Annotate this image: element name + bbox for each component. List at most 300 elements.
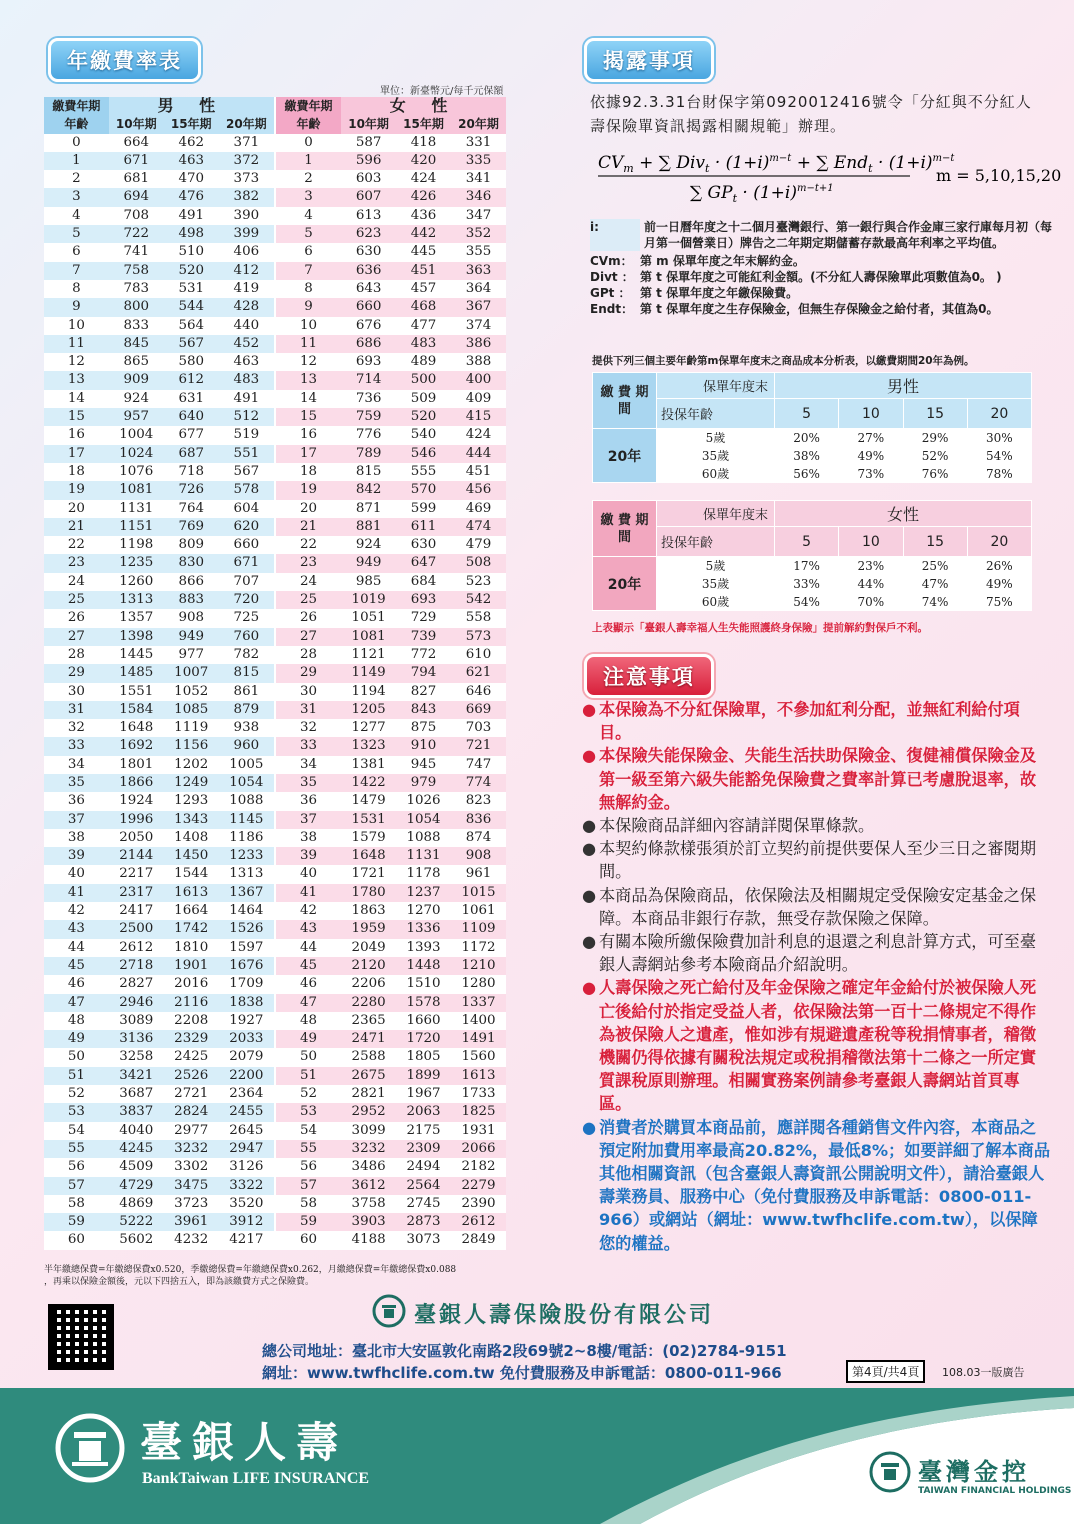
year-header: 10: [839, 527, 903, 557]
age-cell: 54: [275, 1122, 341, 1140]
rate-cell: 2721: [164, 1085, 219, 1103]
rate-cell: 1491: [451, 1030, 506, 1048]
age-cell: 5歲: [657, 429, 775, 447]
rate-cell: 567: [219, 463, 275, 481]
age-cell: 0: [275, 134, 341, 152]
notices-list: [582, 698, 1052, 1255]
table-row: [44, 902, 506, 920]
rate-cell: 2745: [396, 1195, 451, 1213]
rate-cell: 462: [164, 134, 219, 152]
rate-cell: 708: [109, 207, 164, 225]
rate-cell: 603: [341, 170, 396, 188]
rate-cell: 881: [341, 518, 396, 536]
age-cell: 7: [275, 262, 341, 280]
rate-footnote-line-2: ，再乘以保險金額後，元以下四捨五入，即為該繳費方式之保險費。: [44, 1277, 315, 1287]
notice-item: [582, 837, 1052, 883]
age-cell: 35: [44, 774, 109, 792]
rate-cell: 874: [451, 829, 506, 847]
rate-cell: 2849: [451, 1231, 506, 1249]
rate-cell: 823: [451, 792, 506, 810]
table-row: [44, 317, 506, 335]
table-row: [44, 994, 506, 1012]
table-row: [44, 737, 506, 755]
table-row: [44, 518, 506, 536]
table-row: [44, 1103, 506, 1121]
table-row: [44, 756, 506, 774]
age-cell: 12: [44, 353, 109, 371]
rate-cell: 1024: [109, 445, 164, 463]
age-cell: 20: [44, 500, 109, 518]
rate-cell: 1131: [109, 500, 164, 518]
rate-cell: 1579: [341, 829, 396, 847]
rate-cell: 623: [341, 225, 396, 243]
rate-cell: 747: [451, 756, 506, 774]
rate-cell: 544: [164, 298, 219, 316]
rate-cell: 660: [219, 536, 275, 554]
rate-cell: 977: [164, 646, 219, 664]
rate-cell: 3837: [109, 1103, 164, 1121]
rate-cell: 985: [341, 573, 396, 591]
definition-key: Endt：: [590, 302, 634, 316]
table-row: [44, 609, 506, 627]
rate-cell: 671: [219, 554, 275, 572]
rate-cell: 406: [219, 243, 275, 261]
age-cell: 31: [44, 701, 109, 719]
rate-cell: 611: [396, 518, 451, 536]
rate-cell: 4232: [164, 1231, 219, 1249]
age-cell: 21: [275, 518, 341, 536]
definition-gpt: [590, 285, 1060, 301]
rate-cell: 1660: [396, 1012, 451, 1030]
age-cell: 57: [44, 1177, 109, 1195]
age-cell: 58: [275, 1195, 341, 1213]
table-row: [44, 500, 506, 518]
rate-cell: 1121: [341, 646, 396, 664]
age-cell: 49: [44, 1030, 109, 1048]
rate-cell: 477: [396, 317, 451, 335]
rate-cell: 1801: [109, 756, 164, 774]
age-cell: 6: [275, 243, 341, 261]
table-row: [44, 1140, 506, 1158]
rate-cell: 2500: [109, 920, 164, 938]
rate-cell: 1249: [164, 774, 219, 792]
rate-cell: 531: [164, 280, 219, 298]
notice-item: [582, 976, 1052, 1115]
rate-cell: 1293: [164, 792, 219, 810]
rate-cell: 909: [109, 371, 164, 389]
table-row: [44, 554, 506, 572]
rate-cell: 1445: [109, 646, 164, 664]
company-contact: [262, 1340, 787, 1384]
age-cell: 2: [44, 170, 109, 188]
rate-cell: 483: [219, 371, 275, 389]
age-cell: 10: [44, 317, 109, 335]
bullet-icon: ●: [582, 839, 597, 859]
rate-cell: 1448: [396, 957, 451, 975]
age-cell: 5歲: [657, 557, 775, 575]
table-row: [44, 188, 506, 206]
age-cell: 12: [275, 353, 341, 371]
rate-cell: 1186: [219, 829, 275, 847]
table-row: [44, 920, 506, 938]
year-header: 15: [903, 399, 967, 429]
rate-cell: 636: [341, 262, 396, 280]
rate-cell: 782: [219, 646, 275, 664]
rate-cell: 1805: [396, 1048, 451, 1066]
rate-cell: 612: [164, 371, 219, 389]
rate-cell: 573: [451, 628, 506, 646]
rate-cell: 476: [164, 188, 219, 206]
age-cell: 56: [275, 1158, 341, 1176]
rate-cell: 1015: [451, 884, 506, 902]
definition-text: 前一日曆年度之十二個月臺灣銀行、第一銀行與合作金庫三家行庫每月初（每月第一個營業日）牌告之二年期定期儲蓄存款最高年利率之平均值。: [644, 220, 1053, 250]
age-cell: 27: [44, 628, 109, 646]
ratio-cell: 49%: [967, 575, 1031, 593]
rate-cell: 374: [451, 317, 506, 335]
rate-cell: 3486: [341, 1158, 396, 1176]
rate-cell: 1866: [109, 774, 164, 792]
period-value: 20年: [593, 429, 657, 483]
ratio-cell: 27%: [839, 429, 903, 447]
rate-cell: 2824: [164, 1103, 219, 1121]
ratio-cell: 30%: [967, 429, 1031, 447]
age-cell: 2: [275, 170, 341, 188]
year-header: 10: [839, 399, 903, 429]
age-cell: 45: [44, 957, 109, 975]
age-cell: 38: [275, 829, 341, 847]
qr-code[interactable]: [48, 1304, 114, 1370]
rate-cell: 4509: [109, 1158, 164, 1176]
rate-cell: 424: [396, 170, 451, 188]
age-cell: 1: [275, 152, 341, 170]
rate-cell: 714: [341, 371, 396, 389]
rate-cell: 1676: [219, 957, 275, 975]
rate-cell: 759: [341, 408, 396, 426]
rate-cell: 1408: [164, 829, 219, 847]
rate-cell: 1692: [109, 737, 164, 755]
table-row: [44, 865, 506, 883]
rate-cell: 2425: [164, 1048, 219, 1066]
cost-footer: 上表顯示「臺銀人壽幸福人生失能照護終身保險」提前解約對保戶不利。: [592, 622, 928, 634]
rate-cell: 758: [109, 262, 164, 280]
table-row: [44, 719, 506, 737]
bullet-icon: ●: [582, 700, 597, 719]
rate-cell: 1931: [451, 1122, 506, 1140]
table-row: [44, 298, 506, 316]
table-row: [44, 170, 506, 188]
rate-cell: 1233: [219, 847, 275, 865]
ratio-cell: 44%: [839, 575, 903, 593]
table-row: [44, 829, 506, 847]
table-row: [44, 1085, 506, 1103]
rate-cell: 1260: [109, 573, 164, 591]
rate-cell: 949: [164, 628, 219, 646]
age-cell: 19: [44, 481, 109, 499]
rate-unit: 單位：新臺幣元/每千元保額: [380, 86, 504, 97]
rate-cell: 764: [164, 500, 219, 518]
rate-cell: 910: [396, 737, 451, 755]
table-row: [44, 774, 506, 792]
rate-cell: 693: [341, 353, 396, 371]
rate-cell: 1551: [109, 683, 164, 701]
age-cell: 30: [44, 683, 109, 701]
rate-cell: 1081: [109, 481, 164, 499]
age-cell: 48: [275, 1012, 341, 1030]
age-cell: 43: [275, 920, 341, 938]
age-cell: 50: [44, 1048, 109, 1066]
table-row: [44, 426, 506, 444]
rate-cell: 2208: [164, 1012, 219, 1030]
insured-age-label: 投保年齡: [657, 527, 775, 557]
edition-label: 108.03一版廣告: [942, 1366, 1025, 1379]
rate-cell: 2612: [451, 1213, 506, 1231]
rate-cell: 457: [396, 280, 451, 298]
rate-cell: 865: [109, 353, 164, 371]
definition-divt: [590, 269, 1060, 285]
rate-cell: 508: [451, 554, 506, 572]
age-cell: 19: [275, 481, 341, 499]
rate-cell: 630: [396, 536, 451, 554]
rate-cell: 580: [164, 353, 219, 371]
rate-cell: 760: [219, 628, 275, 646]
rate-cell: 2116: [164, 994, 219, 1012]
rate-cell: 1081: [341, 628, 396, 646]
formula-graphic: [598, 148, 1062, 208]
age-cell: 9: [44, 298, 109, 316]
rate-cell: 774: [451, 774, 506, 792]
svg-text:∑ GPt · (1+i)m−t+1: ∑ $GP_t \cdot (1+i)^{m-t+1}$: [690, 183, 834, 205]
holding-name-cn: 臺灣金控: [918, 1457, 1030, 1486]
notice-text: 本商品為保險商品，依保險法及相關規定受保險安定基金之保障。本商品非銀行存款，無受存款保險之保障。: [599, 885, 1037, 928]
rate-cell: 772: [396, 646, 451, 664]
rate-cell: 341: [451, 170, 506, 188]
rate-cell: 483: [396, 335, 451, 353]
table-row: [44, 1177, 506, 1195]
rate-cell: 1194: [341, 683, 396, 701]
age-cell: 33: [275, 737, 341, 755]
age-cell: 42: [275, 902, 341, 920]
bullet-icon: ●: [582, 746, 597, 766]
rate-cell: 676: [341, 317, 396, 335]
rate-cell: 3089: [109, 1012, 164, 1030]
rate-cell: 4729: [109, 1177, 164, 1195]
rate-cell: 1052: [164, 683, 219, 701]
table-row: [44, 536, 506, 554]
rate-cell: 1336: [396, 920, 451, 938]
age-cell: 35歲: [657, 447, 775, 465]
rate-cell: 726: [164, 481, 219, 499]
rate-cell: 1088: [396, 829, 451, 847]
age-cell: 41: [275, 884, 341, 902]
rate-cell: 2200: [219, 1067, 275, 1085]
rate-cell: 1780: [341, 884, 396, 902]
rate-cell: 630: [341, 243, 396, 261]
ratio-cell: 76%: [903, 465, 967, 483]
ratio-cell: 56%: [775, 465, 839, 483]
rate-cell: 621: [451, 664, 506, 682]
rate-cell: 364: [451, 280, 506, 298]
bullet-icon: ●: [582, 816, 597, 836]
table-row: [44, 1012, 506, 1030]
ratio-cell: 74%: [903, 593, 967, 611]
ratio-cell: 54%: [775, 593, 839, 611]
pay-period-label: 繳 費 期 間: [593, 501, 657, 557]
rate-cell: 718: [164, 463, 219, 481]
rate-cell: 739: [396, 628, 451, 646]
rate-cell: 800: [109, 298, 164, 316]
age-cell: 4: [275, 207, 341, 225]
ratio-cell: 73%: [839, 465, 903, 483]
year-header: 5: [775, 527, 839, 557]
definition-key: Divt ：: [590, 270, 634, 284]
age-cell: 37: [275, 811, 341, 829]
rate-cell: 2033: [219, 1030, 275, 1048]
rate-cell: 1613: [164, 884, 219, 902]
rate-table-body: [44, 134, 506, 1250]
definition-endt: [590, 301, 1060, 317]
rate-cell: 1479: [341, 792, 396, 810]
rate-cell: 1648: [341, 847, 396, 865]
table-row: [44, 225, 506, 243]
age-cell: 27: [275, 628, 341, 646]
disclosure-title: 揭露事項: [584, 38, 714, 82]
rate-cell: 491: [219, 390, 275, 408]
rate-cell: 2417: [109, 902, 164, 920]
rate-cell: 613: [341, 207, 396, 225]
rate-cell: 957: [109, 408, 164, 426]
rate-cell: 707: [219, 573, 275, 591]
rate-table: [44, 97, 506, 1250]
age-cell: 3: [275, 188, 341, 206]
rate-cell: 4245: [109, 1140, 164, 1158]
rate-cell: 671: [109, 152, 164, 170]
rate-cell: 1422: [341, 774, 396, 792]
age-cell: 51: [44, 1067, 109, 1085]
rate-cell: 2946: [109, 994, 164, 1012]
rate-cell: 463: [219, 353, 275, 371]
table-row: [44, 1231, 506, 1249]
notice-text: 人壽保險之死亡給付及年金保險之確定年金給付於被保險人死亡後給付於指定受益人者，依保險法第一百十二條規定不得作為被保險人之遺產，惟如涉有規避遺產稅等稅捐情事者，稽徵機關仍得依據有關稅法規定或稅捐稽徵法第十二條之一所定實質課稅原則辦理。相關實務案例請參考臺銀人壽網站首頁專區。: [599, 978, 1037, 1114]
rate-cell: 2645: [219, 1122, 275, 1140]
age-cell: 25: [44, 591, 109, 609]
rate-cell: 2471: [341, 1030, 396, 1048]
rate-cell: 776: [341, 426, 396, 444]
brand-name-en: BankTaiwan LIFE INSURANCE: [142, 1470, 370, 1487]
age-cell: 34: [44, 756, 109, 774]
rate-cell: 769: [164, 518, 219, 536]
rate-cell: 428: [219, 298, 275, 316]
age-cell: 40: [44, 865, 109, 883]
rate-cell: 415: [451, 408, 506, 426]
age-cell: 26: [275, 609, 341, 627]
age-cell: 11: [44, 335, 109, 353]
age-cell: 49: [275, 1030, 341, 1048]
age-cell: 58: [44, 1195, 109, 1213]
rate-cell: 1054: [219, 774, 275, 792]
notice-text: 有關本險所繳保險費加計利息的退還之利息計算方式，可至臺銀人壽網站參考本險商品介紹說明。: [599, 932, 1037, 975]
rate-cell: 382: [219, 188, 275, 206]
rate-cell: 1584: [109, 701, 164, 719]
table-row: [44, 262, 506, 280]
rate-cell: 720: [219, 591, 275, 609]
rate-cell: 2280: [341, 994, 396, 1012]
age-cell: 26: [44, 609, 109, 627]
rate-cell: 555: [396, 463, 451, 481]
rate-cell: 2588: [341, 1048, 396, 1066]
rate-cell: 1313: [109, 591, 164, 609]
rate-cell: 567: [164, 335, 219, 353]
rate-cell: 4217: [219, 1231, 275, 1249]
age-cell: 29: [44, 664, 109, 682]
rate-cell: 400: [451, 371, 506, 389]
age-cell: 47: [44, 994, 109, 1012]
address-line: 總公司地址：臺北市大安區敦化南路2段69號2~8樓/電話：(02)2784-9151: [262, 1342, 787, 1360]
age-cell: 37: [44, 811, 109, 829]
age-cell: 30: [275, 683, 341, 701]
table-row: [44, 335, 506, 353]
table-row: [44, 463, 506, 481]
age-cell: 22: [275, 536, 341, 554]
rate-cell: 2365: [341, 1012, 396, 1030]
rate-cell: 3322: [219, 1177, 275, 1195]
age-cell: 60: [275, 1231, 341, 1249]
table-row: [44, 811, 506, 829]
rate-cell: 1280: [451, 975, 506, 993]
table-row: [44, 939, 506, 957]
rate-cell: 2947: [219, 1140, 275, 1158]
rate-cell: 2217: [109, 865, 164, 883]
table-row: [44, 1158, 506, 1176]
rate-cell: 1051: [341, 609, 396, 627]
rate-cell: 703: [451, 719, 506, 737]
rate-cell: 879: [219, 701, 275, 719]
rate-cell: 1400: [451, 1012, 506, 1030]
rate-cell: 1613: [451, 1067, 506, 1085]
rate-cell: 2977: [164, 1122, 219, 1140]
year-header: 20: [967, 399, 1031, 429]
table-row: [44, 792, 506, 810]
rate-cell: 1381: [341, 756, 396, 774]
rate-table-title: 年繳費率表: [48, 38, 201, 82]
rate-cell: 827: [396, 683, 451, 701]
notice-item: [582, 814, 1052, 837]
rate-cell: 3612: [341, 1177, 396, 1195]
rate-cell: 1450: [164, 847, 219, 865]
rate-cell: 3903: [341, 1213, 396, 1231]
policy-year-label: 保單年度末: [657, 373, 775, 399]
rate-cell: 4869: [109, 1195, 164, 1213]
rate-cell: 388: [451, 353, 506, 371]
disclosure-intro: 依據92.3.31台財保字第0920012416號令「分紅與不分紅人壽保險單資訊揭露相關規範」辦理。: [590, 93, 1032, 135]
rate-cell: 540: [396, 426, 451, 444]
age-cell: 8: [44, 280, 109, 298]
rate-cell: 1733: [451, 1085, 506, 1103]
rate-cell: 789: [341, 445, 396, 463]
rate-cell: 451: [396, 262, 451, 280]
col-20y-female: 20年期: [451, 115, 506, 133]
table-row: [44, 664, 506, 682]
rate-cell: 725: [219, 609, 275, 627]
age-cell: 41: [44, 884, 109, 902]
rate-footnote-line-1: 半年繳總保費=年繳總保費x0.520，季繳總保費=年繳總保費x0.262，月繳總保費=年繳總保費x0.088: [44, 1265, 457, 1275]
age-cell: 6: [44, 243, 109, 261]
rate-cell: 610: [451, 646, 506, 664]
rate-cell: 409: [451, 390, 506, 408]
rate-cell: 3232: [164, 1140, 219, 1158]
rate-cell: 1054: [396, 811, 451, 829]
rate-cell: 564: [164, 317, 219, 335]
pay-years-label-female: 繳費年期: [275, 97, 341, 115]
